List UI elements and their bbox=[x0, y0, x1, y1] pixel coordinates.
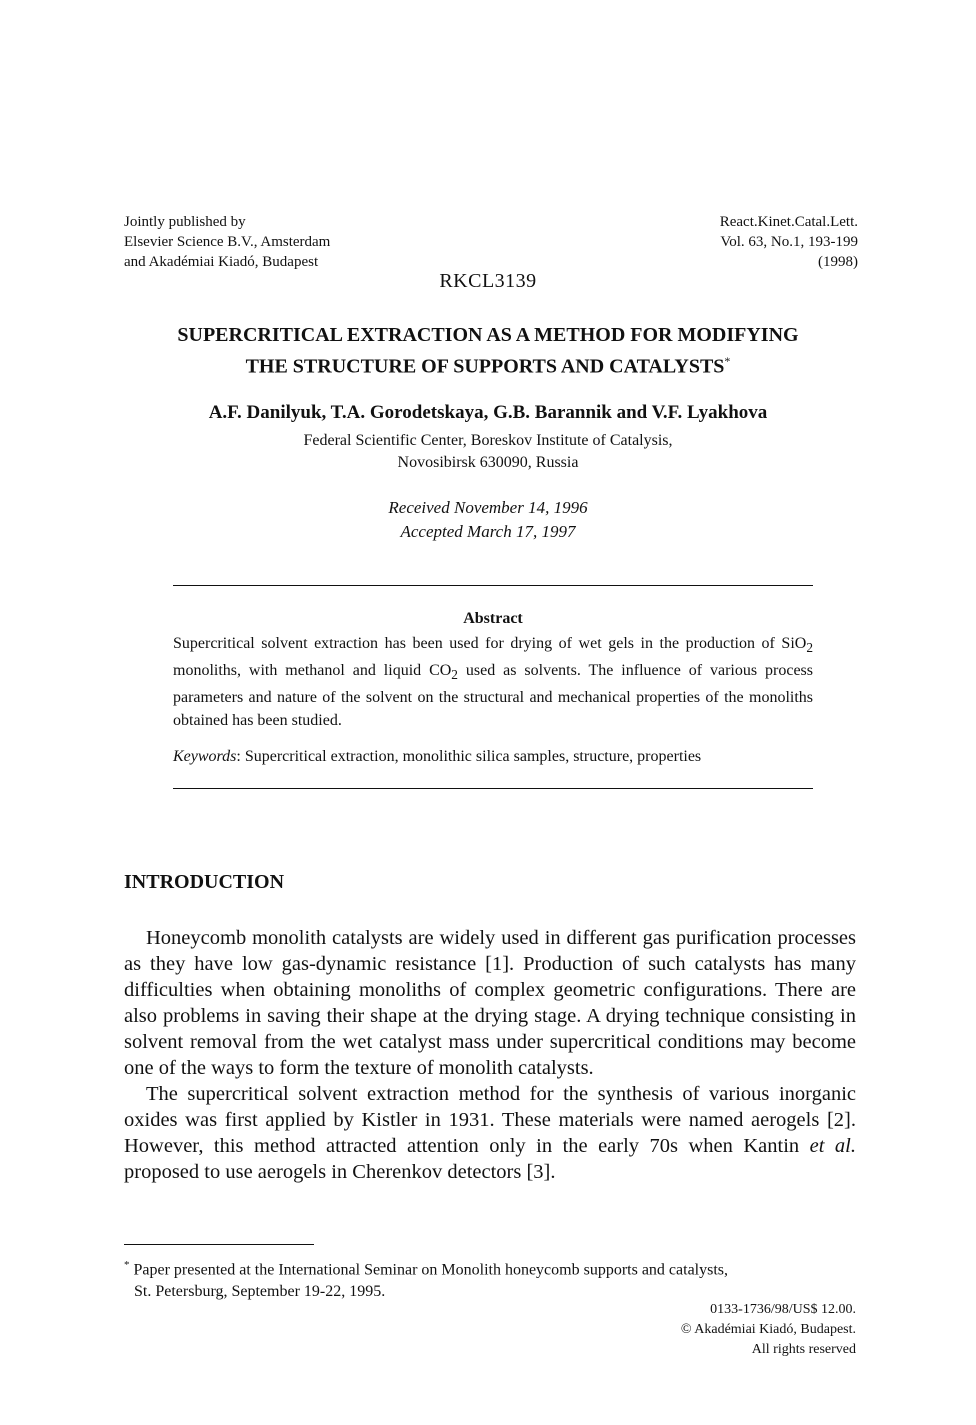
title-line: SUPERCRITICAL EXTRACTION AS A METHOD FOR MODIFYING bbox=[177, 324, 799, 346]
body-text bbox=[124, 925, 856, 1185]
publisher-line: and Akadémiai Kiadó, Budapest bbox=[124, 254, 319, 270]
copyright-line: All rights reserved bbox=[751, 1342, 856, 1357]
footnote-rule bbox=[124, 1244, 314, 1245]
affiliation-line: Novosibirsk 630090, Russia bbox=[397, 454, 579, 471]
abstract-part: monoliths, with methanol and liquid CO bbox=[173, 662, 452, 680]
abstract-part: Supercritical solvent extraction has been used for drying of wet gels in the production of SiO bbox=[173, 635, 807, 652]
journal-year: (1998) bbox=[818, 254, 858, 270]
accepted-date: Accepted March 17, 1997 bbox=[400, 522, 576, 541]
journal-info bbox=[720, 212, 858, 272]
dates bbox=[100, 496, 876, 544]
subscript: 2 bbox=[806, 640, 813, 656]
affiliation bbox=[100, 430, 876, 474]
paragraph bbox=[124, 1081, 856, 1185]
italic-text: et al. bbox=[809, 1135, 856, 1157]
footnote-line: St. Petersburg, September 19-22, 1995. bbox=[134, 1283, 386, 1301]
article-code: RKCL3139 bbox=[439, 270, 537, 292]
keywords bbox=[173, 745, 813, 768]
publisher-line: Jointly published by bbox=[124, 214, 246, 230]
abstract-heading: Abstract bbox=[463, 610, 523, 627]
affiliation-line: Federal Scientific Center, Boreskov Institute of Catalysis, bbox=[303, 432, 673, 449]
copyright-line: © Akadémiai Kiadó, Budapest. bbox=[680, 1322, 856, 1337]
footnote bbox=[124, 1254, 864, 1303]
paragraph: Honeycomb monolith catalysts are widely used in different gas purification processes as they have low gas-dynamic resistance [1]. Production of such catalysts has many difficulties when obtaining monoliths of complex geometric configurations. There are also problems in saving their shape at the drying stage. A drying technique consisting in solvent removal from the wet catalyst mass under supercritical conditions may become one of the ways to form the texture of monolith catalysts. bbox=[124, 927, 856, 1079]
subscript: 2 bbox=[451, 667, 458, 683]
footnote-text: Paper presented at the International Seminar on Monolith honeycomb supports and catalysts, bbox=[129, 1261, 729, 1279]
copyright bbox=[681, 1300, 856, 1360]
paragraph-part: proposed to use aerogels in Cherenkov detectors [3]. bbox=[124, 1161, 556, 1183]
journal-name: React.Kinet.Catal.Lett. bbox=[719, 214, 858, 230]
section-heading: INTRODUCTION bbox=[124, 871, 285, 893]
authors: A.F. Danilyuk, T.A. Gorodetskaya, G.B. Barannik and V.F. Lyakhova bbox=[208, 402, 768, 423]
divider bbox=[173, 585, 813, 586]
title-line bbox=[100, 348, 876, 380]
publisher-line: Elsevier Science B.V., Amsterdam bbox=[124, 234, 331, 250]
footnote-marker: * bbox=[124, 1259, 130, 1271]
paragraph-part: The supercritical solvent extraction method for the synthesis of various inorganic oxides was first applied by Kistler in 1931. These materials were named aerogels [2]. However, this method attracted attention only in the early 70s when Kantin bbox=[124, 1083, 856, 1157]
divider bbox=[173, 788, 813, 789]
footnote-line bbox=[124, 1254, 864, 1281]
publisher-info bbox=[124, 212, 330, 272]
keywords-text: : Supercritical extraction, monolithic silica samples, structure, properties bbox=[236, 748, 702, 765]
abstract-part: used as solvents. The influence of various process parameters and nature of the solvent on the structural and mechanical properties of the monoliths obtained has been studied. bbox=[173, 662, 814, 730]
title-footnote-marker: * bbox=[724, 354, 731, 368]
paper-title bbox=[100, 322, 876, 380]
received-date: Received November 14, 1996 bbox=[388, 498, 588, 517]
keywords-label: Keywords bbox=[173, 748, 237, 765]
abstract-text bbox=[173, 632, 813, 732]
title-line-text: THE STRUCTURE OF SUPPORTS AND CATALYSTS bbox=[245, 355, 725, 378]
journal-volume: Vol. 63, No.1, 193-199 bbox=[720, 234, 858, 250]
copyright-line: 0133-1736/98/US$ 12.00. bbox=[710, 1302, 856, 1317]
